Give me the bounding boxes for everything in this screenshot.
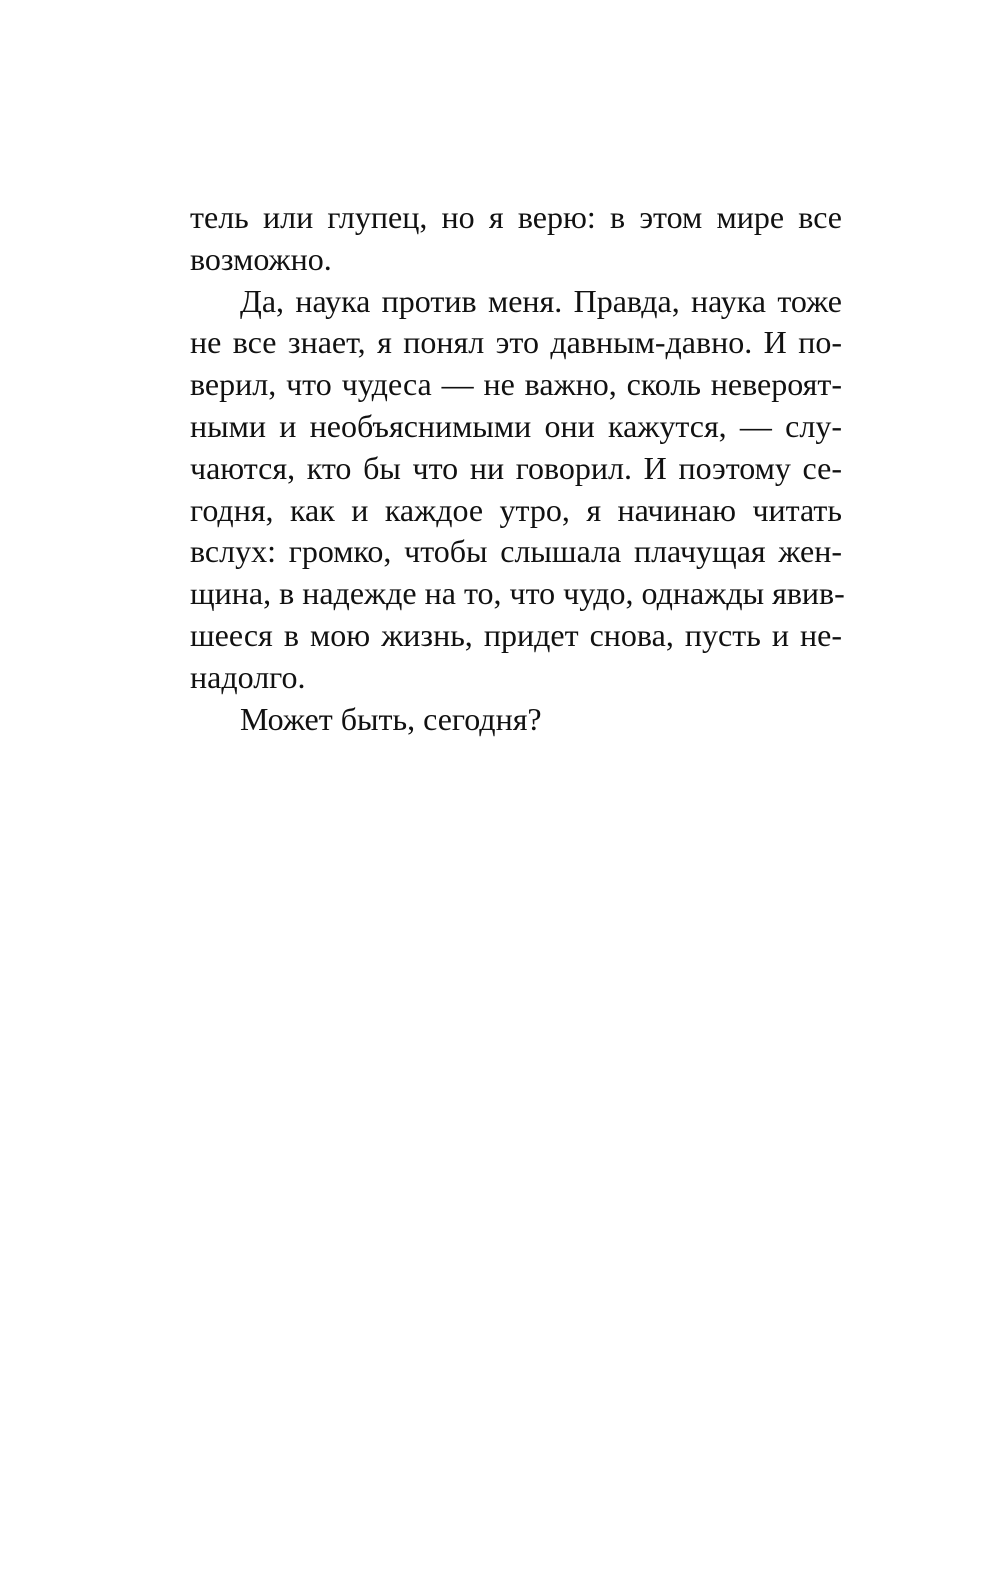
body-text [190, 197, 845, 740]
text-line: щина, в надежде на то, что чудо, однажды явив- [190, 575, 845, 612]
text-line: Да, наука против меня. Правда, наука тоже [240, 282, 842, 319]
text-line: годня, как и каждое утро, я начинаю читать [190, 491, 842, 528]
text-line: надолго. [190, 658, 306, 695]
text-line: чаются, кто бы что ни говорил. И поэтому се- [190, 449, 842, 486]
text-line: шееся в мою жизнь, придет снова, пусть и не- [190, 616, 842, 653]
text-line: верил, что чудеса — не важно, сколь невероят- [190, 366, 842, 403]
text-line: тель или глупец, но я верю: в этом мире все [190, 199, 842, 235]
text-line: вслух: громко, чтобы слышала плачущая жен- [190, 533, 842, 570]
text-line: возможно. [190, 240, 332, 277]
text-line: ными и необъяснимыми они кажутся, — слу- [190, 407, 842, 444]
text-line: не все знает, я понял это давным-давно. И по- [190, 324, 842, 361]
text-line: Может быть, сегодня? [240, 700, 542, 737]
